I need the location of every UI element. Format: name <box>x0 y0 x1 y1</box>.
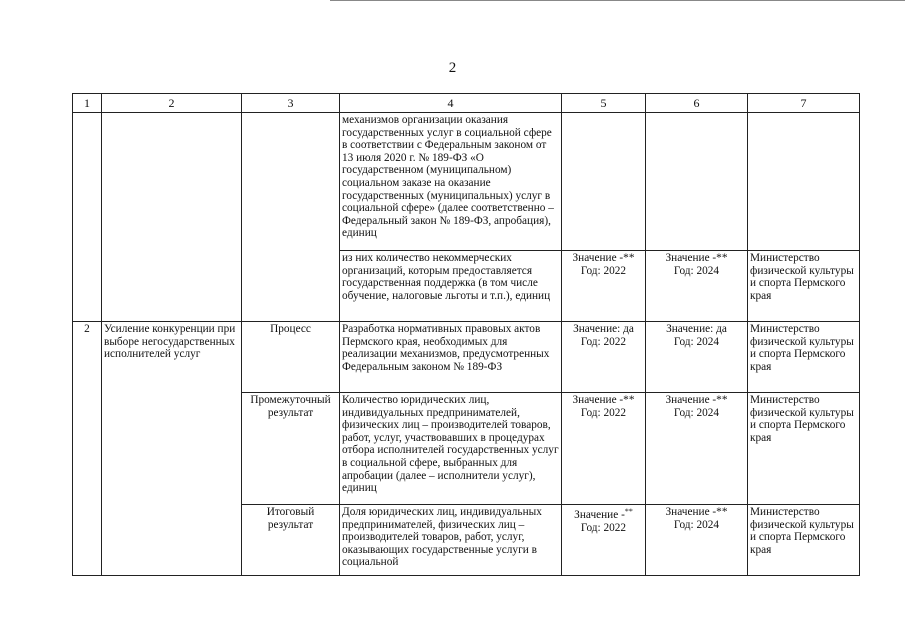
cell-base-value <box>562 251 646 322</box>
header-col-4: 4 <box>340 94 562 113</box>
header-col-1: 1 <box>73 94 102 113</box>
cell-base-value <box>562 113 646 251</box>
cell-responsible: Министерство физической культуры и спорта Пермского края <box>748 322 860 393</box>
header-col-3: 3 <box>242 94 340 113</box>
table-row <box>73 113 860 251</box>
base-value: Значение -** <box>572 252 635 264</box>
base-year: Год: 2022 <box>580 406 627 419</box>
target-year: Год: 2024 <box>673 518 720 531</box>
cell-base-value <box>562 322 646 393</box>
base-year: Год: 2022 <box>580 521 627 534</box>
cell-base-value <box>562 505 646 576</box>
target-year: Год: 2024 <box>673 335 720 348</box>
target-value: Значение -** <box>665 394 728 406</box>
cell-target-value <box>646 113 748 251</box>
cell-base-value <box>562 393 646 505</box>
top-rule <box>330 0 905 1</box>
table-row <box>73 322 860 393</box>
header-col-7: 7 <box>748 94 860 113</box>
document-table <box>72 93 860 576</box>
cell-indicator: Доля юридических лиц, индивидуальных предпринимателей, физических лиц – производителей товаров, работ, услуг, оказывающих государственные услуги в социальной <box>340 505 562 576</box>
cell-number <box>73 113 102 322</box>
cell-responsible: Министерство физической культуры и спорта Пермского края <box>748 505 860 576</box>
header-row <box>73 94 860 113</box>
target-year: Год: 2024 <box>673 406 720 419</box>
base-value-line <box>564 506 643 522</box>
base-year: Год: 2022 <box>580 335 627 348</box>
cell-responsible <box>748 113 860 251</box>
cell-target-value <box>646 251 748 322</box>
base-value: Значение -** <box>572 394 635 406</box>
cell-target-value <box>646 505 748 576</box>
cell-indicator-type: Промежуточный результат <box>242 393 340 505</box>
cell-indicator: Разработка нормативных правовых актов Пермского края, необходимых для реализации механизмов, предусмотренных Федеральным законом № 189-ФЗ <box>340 322 562 393</box>
page-number: 2 <box>448 60 457 76</box>
cell-objective: Усиление конкуренции при выборе негосударственных исполнителей услуг <box>102 322 242 576</box>
target-value: Значение: да <box>666 323 727 335</box>
cell-indicator: Количество юридических лиц, индивидуальных предпринимателей, физических лиц – производителей товаров, работ, услуг, участвовавших в процедурах отбора исполнителей государственных услуг в социальной сфере, выбранных для апробации (далее – исполнители услуг), единиц <box>340 393 562 505</box>
cell-target-value <box>646 393 748 505</box>
cell-target-value <box>646 322 748 393</box>
target-year: Год: 2024 <box>673 264 720 277</box>
cell-responsible: Министерство физической культуры и спорта Пермского края <box>748 251 860 322</box>
target-value: Значение -** <box>665 506 728 518</box>
footnote-mark: ** <box>624 507 633 516</box>
cell-number: 2 <box>73 322 102 576</box>
cell-indicator: из них количество некоммерческих организаций, которым предоставляется государственная поддержка (в том числе обучение, налоговые льготы и т.п.), единиц <box>340 251 562 322</box>
cell-indicator-type: Процесс <box>242 322 340 393</box>
header-col-6: 6 <box>646 94 748 113</box>
cell-indicator: механизмов организации оказания государственных услуг в социальной сфере в соответствии с Федеральным законом от 13 июля 2020 г. № 189-ФЗ «О государственном (муниципальном) социальном заказе на оказание государственных (муниципальных) услуг в социальной сфере» (далее соответственно – Федеральный закон № 189-ФЗ, апробация), единиц <box>340 113 562 251</box>
base-value: Значение - <box>574 509 625 521</box>
cell-indicator-type: Итоговый результат <box>242 505 340 576</box>
cell-objective <box>102 113 242 322</box>
target-value: Значение -** <box>665 252 728 264</box>
cell-indicator-type <box>242 113 340 322</box>
header-col-2: 2 <box>102 94 242 113</box>
base-year: Год: 2022 <box>580 264 627 277</box>
cell-responsible: Министерство физической культуры и спорта Пермского края <box>748 393 860 505</box>
base-value: Значение: да <box>573 323 634 335</box>
header-col-5: 5 <box>562 94 646 113</box>
